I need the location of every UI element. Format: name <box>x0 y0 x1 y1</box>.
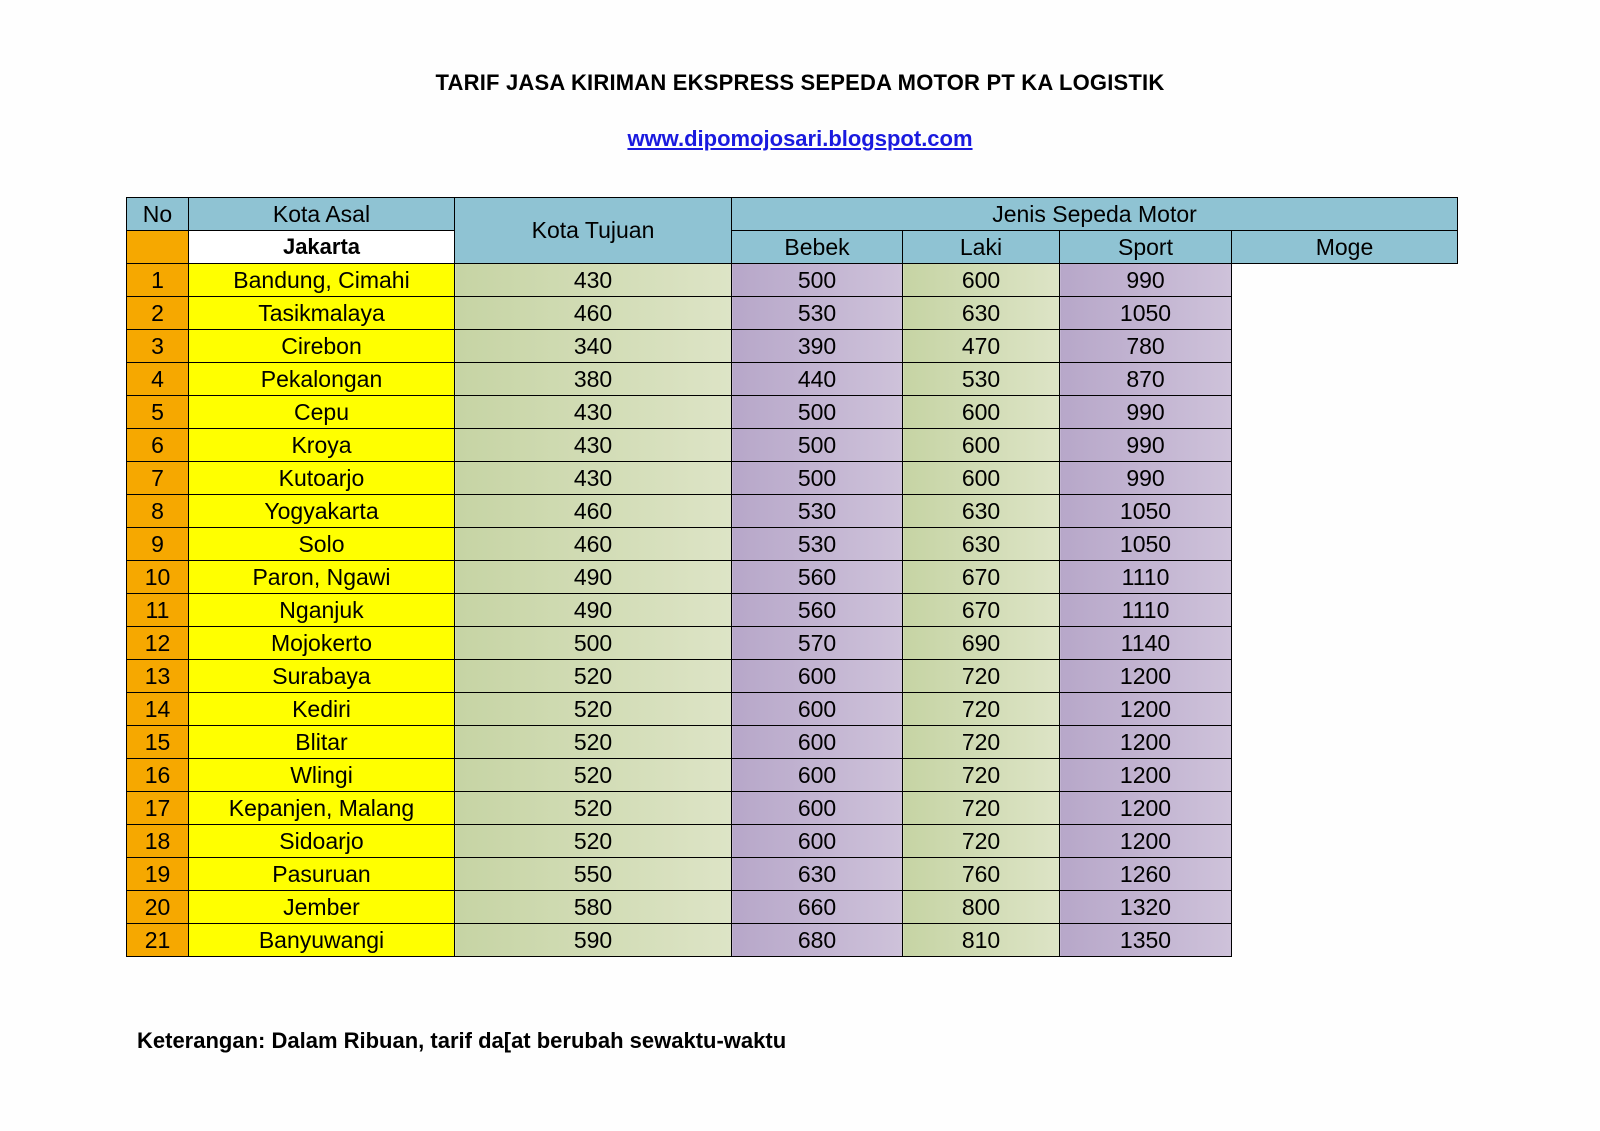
price-sport-cell: 670 <box>903 594 1060 627</box>
price-moge-cell: 1200 <box>1060 726 1232 759</box>
table-row <box>127 396 1458 429</box>
table-row <box>127 297 1458 330</box>
destination-city-cell: Kutoarjo <box>189 462 455 495</box>
price-sport-cell: 720 <box>903 693 1060 726</box>
destination-city-cell: Tasikmalaya <box>189 297 455 330</box>
price-moge-cell: 1110 <box>1060 561 1232 594</box>
destination-city-cell: Kroya <box>189 429 455 462</box>
row-number-cell: 11 <box>127 594 189 627</box>
table-row <box>127 594 1458 627</box>
destination-city-cell: Wlingi <box>189 759 455 792</box>
price-laki-cell: 600 <box>732 759 903 792</box>
price-laki-cell: 630 <box>732 858 903 891</box>
destination-city-cell: Mojokerto <box>189 627 455 660</box>
price-bebek-cell: 490 <box>455 594 732 627</box>
price-laki-cell: 600 <box>732 726 903 759</box>
table-row <box>127 825 1458 858</box>
row-number-cell: 14 <box>127 693 189 726</box>
price-bebek-cell: 460 <box>455 495 732 528</box>
row-number-cell: 9 <box>127 528 189 561</box>
price-laki-cell: 660 <box>732 891 903 924</box>
table-row <box>127 627 1458 660</box>
price-moge-cell: 1110 <box>1060 594 1232 627</box>
website-link[interactable]: www.dipomojosari.blogspot.com <box>627 126 973 151</box>
price-bebek-cell: 580 <box>455 891 732 924</box>
price-sport-cell: 600 <box>903 429 1060 462</box>
price-laki-cell: 440 <box>732 363 903 396</box>
price-moge-cell: 1200 <box>1060 693 1232 726</box>
destination-city-cell: Cepu <box>189 396 455 429</box>
price-sport-cell: 720 <box>903 660 1060 693</box>
price-laki-cell: 560 <box>732 561 903 594</box>
price-sport-cell: 630 <box>903 528 1060 561</box>
price-laki-cell: 600 <box>732 792 903 825</box>
price-sport-cell: 600 <box>903 396 1060 429</box>
destination-city-cell: Kepanjen, Malang <box>189 792 455 825</box>
price-bebek-cell: 340 <box>455 330 732 363</box>
table-row <box>127 495 1458 528</box>
row-number-cell: 2 <box>127 297 189 330</box>
price-moge-cell: 1140 <box>1060 627 1232 660</box>
table-row <box>127 528 1458 561</box>
price-bebek-cell: 520 <box>455 825 732 858</box>
price-moge-cell: 1200 <box>1060 759 1232 792</box>
header-kota-tujuan: Kota Tujuan <box>455 198 732 264</box>
price-bebek-cell: 430 <box>455 429 732 462</box>
price-bebek-cell: 520 <box>455 660 732 693</box>
price-moge-cell: 870 <box>1060 363 1232 396</box>
price-bebek-cell: 460 <box>455 528 732 561</box>
destination-city-cell: Cirebon <box>189 330 455 363</box>
destination-city-cell: Pasuruan <box>189 858 455 891</box>
price-laki-cell: 600 <box>732 693 903 726</box>
price-bebek-cell: 500 <box>455 627 732 660</box>
destination-city-cell: Nganjuk <box>189 594 455 627</box>
price-sport-cell: 670 <box>903 561 1060 594</box>
price-sport-cell: 800 <box>903 891 1060 924</box>
price-bebek-cell: 430 <box>455 462 732 495</box>
price-moge-cell: 990 <box>1060 264 1232 297</box>
header-row-2 <box>127 231 1458 264</box>
destination-city-cell: Sidoarjo <box>189 825 455 858</box>
page-title: TARIF JASA KIRIMAN EKSPRESS SEPEDA MOTOR PT KA LOGISTIK <box>435 70 1165 95</box>
price-laki-cell: 530 <box>732 528 903 561</box>
price-bebek-cell: 550 <box>455 858 732 891</box>
row-number-cell: 12 <box>127 627 189 660</box>
header-kota-asal: Kota Asal <box>189 198 455 231</box>
table-row <box>127 660 1458 693</box>
table-row <box>127 924 1458 957</box>
price-laki-cell: 680 <box>732 924 903 957</box>
price-bebek-cell: 460 <box>455 297 732 330</box>
price-laki-cell: 600 <box>732 660 903 693</box>
destination-city-cell: Surabaya <box>189 660 455 693</box>
row-number-cell: 6 <box>127 429 189 462</box>
header-laki: Laki <box>903 231 1060 264</box>
destination-city-cell: Kediri <box>189 693 455 726</box>
price-laki-cell: 530 <box>732 297 903 330</box>
row-number-cell: 10 <box>127 561 189 594</box>
row-number-cell: 8 <box>127 495 189 528</box>
table-row <box>127 891 1458 924</box>
origin-city-cell: Jakarta <box>189 231 455 264</box>
tariff-table <box>126 197 1458 957</box>
destination-city-cell: Jember <box>189 891 455 924</box>
price-bebek-cell: 380 <box>455 363 732 396</box>
row-number-cell: 15 <box>127 726 189 759</box>
header-jenis-sepeda-motor: Jenis Sepeda Motor <box>732 198 1458 231</box>
row-number-cell: 5 <box>127 396 189 429</box>
destination-city-cell: Bandung, Cimahi <box>189 264 455 297</box>
destination-city-cell: Banyuwangi <box>189 924 455 957</box>
price-moge-cell: 1320 <box>1060 891 1232 924</box>
price-sport-cell: 630 <box>903 495 1060 528</box>
price-laki-cell: 500 <box>732 429 903 462</box>
table-row <box>127 693 1458 726</box>
footnote: Keterangan: Dalam Ribuan, tarif da[at berubah sewaktu-waktu <box>137 1028 787 1053</box>
row-number-cell: 4 <box>127 363 189 396</box>
price-laki-cell: 570 <box>732 627 903 660</box>
row-number-cell: 19 <box>127 858 189 891</box>
header-sport: Sport <box>1060 231 1232 264</box>
price-sport-cell: 690 <box>903 627 1060 660</box>
table-row <box>127 264 1458 297</box>
table-row <box>127 759 1458 792</box>
price-bebek-cell: 520 <box>455 693 732 726</box>
price-bebek-cell: 590 <box>455 924 732 957</box>
header-row-1 <box>127 198 1458 231</box>
destination-city-cell: Blitar <box>189 726 455 759</box>
row-number-cell: 21 <box>127 924 189 957</box>
price-laki-cell: 530 <box>732 495 903 528</box>
table-row <box>127 363 1458 396</box>
price-sport-cell: 600 <box>903 462 1060 495</box>
price-sport-cell: 720 <box>903 825 1060 858</box>
price-bebek-cell: 520 <box>455 759 732 792</box>
row-number-cell: 16 <box>127 759 189 792</box>
header-no: No <box>127 198 189 231</box>
table-row <box>127 462 1458 495</box>
row-number-cell: 20 <box>127 891 189 924</box>
price-bebek-cell: 520 <box>455 726 732 759</box>
price-moge-cell: 990 <box>1060 396 1232 429</box>
price-laki-cell: 600 <box>732 825 903 858</box>
price-sport-cell: 720 <box>903 792 1060 825</box>
header-bebek: Bebek <box>732 231 903 264</box>
price-laki-cell: 500 <box>732 396 903 429</box>
destination-city-cell: Solo <box>189 528 455 561</box>
destination-city-cell: Pekalongan <box>189 363 455 396</box>
destination-city-cell: Yogyakarta <box>189 495 455 528</box>
table-body <box>127 264 1458 957</box>
price-moge-cell: 1050 <box>1060 297 1232 330</box>
price-moge-cell: 1200 <box>1060 825 1232 858</box>
price-sport-cell: 810 <box>903 924 1060 957</box>
row-number-cell: 3 <box>127 330 189 363</box>
row-number-cell: 13 <box>127 660 189 693</box>
price-sport-cell: 720 <box>903 759 1060 792</box>
price-moge-cell: 780 <box>1060 330 1232 363</box>
row-number-cell: 1 <box>127 264 189 297</box>
table-row <box>127 726 1458 759</box>
table-row <box>127 561 1458 594</box>
price-moge-cell: 1350 <box>1060 924 1232 957</box>
header-moge: Moge <box>1232 231 1458 264</box>
table-row <box>127 792 1458 825</box>
price-moge-cell: 1260 <box>1060 858 1232 891</box>
price-sport-cell: 530 <box>903 363 1060 396</box>
price-sport-cell: 600 <box>903 264 1060 297</box>
header-no-blank <box>127 231 189 264</box>
price-bebek-cell: 490 <box>455 561 732 594</box>
price-laki-cell: 500 <box>732 264 903 297</box>
price-sport-cell: 470 <box>903 330 1060 363</box>
price-moge-cell: 1050 <box>1060 495 1232 528</box>
price-moge-cell: 990 <box>1060 429 1232 462</box>
price-bebek-cell: 520 <box>455 792 732 825</box>
row-number-cell: 7 <box>127 462 189 495</box>
price-moge-cell: 1050 <box>1060 528 1232 561</box>
price-sport-cell: 720 <box>903 726 1060 759</box>
price-bebek-cell: 430 <box>455 396 732 429</box>
price-bebek-cell: 430 <box>455 264 732 297</box>
website-link-container <box>0 126 1600 152</box>
table-row <box>127 330 1458 363</box>
price-moge-cell: 990 <box>1060 462 1232 495</box>
table-row <box>127 429 1458 462</box>
price-laki-cell: 390 <box>732 330 903 363</box>
row-number-cell: 17 <box>127 792 189 825</box>
row-number-cell: 18 <box>127 825 189 858</box>
price-moge-cell: 1200 <box>1060 792 1232 825</box>
price-laki-cell: 500 <box>732 462 903 495</box>
price-sport-cell: 630 <box>903 297 1060 330</box>
price-sport-cell: 760 <box>903 858 1060 891</box>
price-laki-cell: 560 <box>732 594 903 627</box>
destination-city-cell: Paron, Ngawi <box>189 561 455 594</box>
price-moge-cell: 1200 <box>1060 660 1232 693</box>
table-row <box>127 858 1458 891</box>
